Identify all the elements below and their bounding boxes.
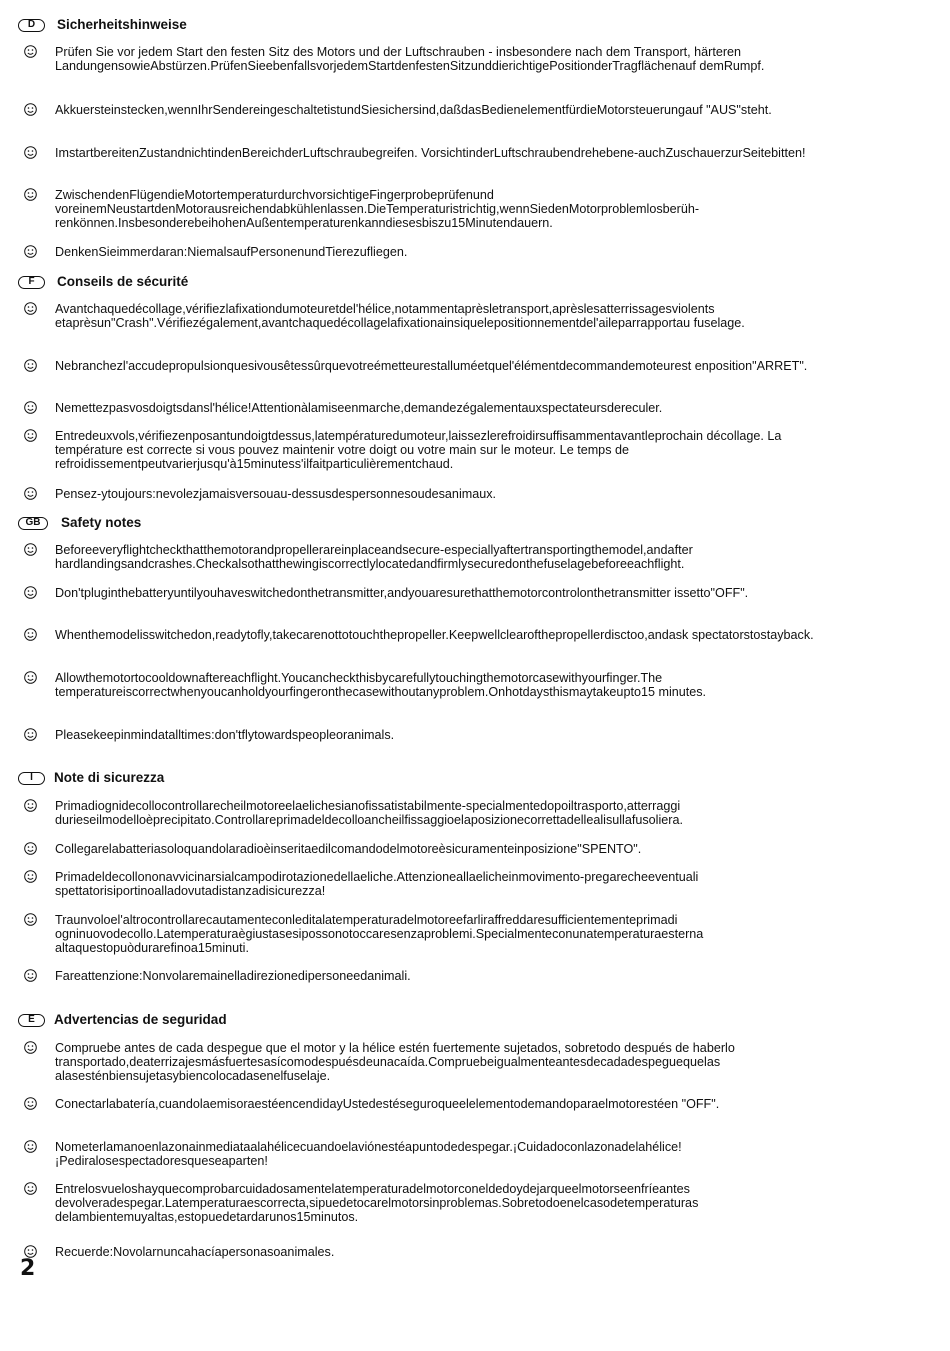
smiley-icon (24, 188, 37, 201)
item-text: Traunvoloel'altrocontrollarecautamenteconleditalatemperaturadelmotoreefarliraffreddaresufficientementeprimadi ogninuovodecollo.Latemperaturaègiustasesipossonotoccaresenzaproblemi.Specialmenteconunatemperaturaesterna altaquestopuòdurarefinoa15minuti. (55, 913, 704, 955)
smiley-icon (24, 103, 37, 116)
smiley-icon (24, 969, 37, 982)
smiley-icon (24, 1140, 37, 1153)
smiley-icon (24, 1097, 37, 1110)
smiley-icon (24, 628, 37, 641)
page-number: 2 (20, 1256, 36, 1281)
item-text: Recuerde:Novolarnuncahacíapersonasoanimales. (55, 1245, 335, 1259)
smiley-icon (24, 45, 37, 58)
smiley-icon (24, 429, 37, 442)
section-header-gb (18, 514, 142, 532)
smiley-icon (24, 359, 37, 372)
section-header-it (18, 769, 165, 787)
item-text: Avantchaquedécollage,vérifiezlafixationdumoteuretdel'hélice,notammentaprèsletransport,aprèslesatterrissagesviolents etaprèsun"Crash".Vérifiezégalement,avantchaquedécollagelafixationainsiquelepositionnementdel'aileparrapportau fuselage. (55, 302, 745, 330)
item-text: Prüfen Sie vor jedem Start den festen Sitz des Motors und der Luftschrauben - insbesondere nach dem Transport, härteren LandungensowieAbstürzen.PrüfenSieebenfallsvorjedemStartdenfestenSitzunddierichtigePositionderTragflächenauf demRumpf. (55, 45, 765, 73)
item-text: Nometerlamanoenlazonainmediataalahélicecuandoelaviónestéapuntodedespegar.¡Cuidadoconlazonadelahélice! ¡Pediralosespectadoresqueseaparten! (55, 1140, 682, 1168)
item-text: Don'tpluginthebatteryuntilyouhaveswitchedonthetransmitter,andyouaresurethatthemotorcontrolonthetransmitter issetto"OFF". (55, 586, 749, 600)
smiley-icon (24, 799, 37, 812)
smiley-icon (24, 586, 37, 599)
item-text: Pleasekeepinmindatalltimes:don'tflytowardspeopleoranimals. (55, 728, 395, 742)
section-header-fr (18, 273, 189, 291)
section-title: Conseils de sécurité (57, 274, 189, 289)
language-badge-icon: F (18, 276, 45, 289)
item-text: Allowthemotortocooldownaftereachflight.Youcancheckthisbycarefullytouchingthemotorcasewithyourfinger.The temperatureiscorrectwhenyoucanholdyourfingeronthecasewithoutanyproblem.Onhotdaysthismaytakeupto15 minutes. (55, 671, 707, 699)
section-title: Safety notes (61, 515, 142, 530)
item-text: Nemettezpasvosdoigtsdansl'hélice!Attentionàlamiseenmarche,demandezégalementauxspectateursdereculer. (55, 401, 663, 415)
smiley-icon (24, 543, 37, 556)
item-text: Compruebe antes de cada despegue que el motor y la hélice estén fuertemente sujetados, sobretodo después de haberlo transportado,deaterrizajesmásfuertesasícomodespuésdeunacaída.Compruebeigualmenteantesdecadadespeguequelas alasesténbiensujetasybiencolocadasenelfuselaje. (55, 1041, 735, 1083)
item-text: ZwischendenFlügendieMotortemperaturdurchvorsichtigeFingerprobeprüfenund voreinemNeustartdenMotorausreichendabkühlenlassen.DieTemperaturistrichtig,wennSiedenMotorproblemlosberüh-renkönnen.InsbesonderebeihohenAußentemperaturenkanndiesesbiszu15Minutendauern. (55, 188, 700, 230)
item-text: DenkenSieimmerdaran:NiemalsaufPersonenundTierezufliegen. (55, 245, 408, 259)
smiley-icon (24, 302, 37, 315)
item-text: Collegarelabatteriasoloquandolaradioèinseritaedilcomandodelmotoreèsicuramenteinposizione"SPENTO". (55, 842, 642, 856)
smiley-icon (24, 401, 37, 414)
item-text: Entredeuxvols,vérifiezenposantundoigtdessus,latempératuredumoteur,laissezlerefroidirsuffisammentavantleprochain décollage. La température est correcte si vous pouvez maintenir votre doigt ou votre main sur le moteur. Le temps de refroidissementpeutvarierjusqu'à15minutess'ilfaitparticulièrementchaud. (55, 429, 782, 471)
item-text: Primadiognidecollocontrollarecheilmotoreelaelichesianofissatistabilmente-specialmentedopoiltrasporto,atterraggi durieseilmodelloèprecipitato.Controllareprimadeldecolloancheilfissaggioelaposizionecorrettadellealisullafusoliera. (55, 799, 683, 827)
item-text: Primadeldecollononavvicinarsialcampodirotazionedellaeliche.Attenzioneallaelicheinmovimento-pregarecheeventuali spettatorisiportinoalladovutadistanzadisicurezza! (55, 870, 699, 898)
language-badge-icon: GB (18, 517, 48, 530)
smiley-icon (24, 671, 37, 684)
smiley-icon (24, 1182, 37, 1195)
item-text: Whenthemodelisswitchedon,readytofly,takecarenottotouchthepropeller.Keepwellclearofthepropellerdisctoo,andask spectatorstostayback. (55, 628, 814, 642)
item-text: Akkuersteinstecken,wennIhrSendereingeschaltetistundSiesichersind,daßdasBedienelementfürdieMotorsteuerungauf "AUS"steht. (55, 103, 772, 117)
smiley-icon (24, 913, 37, 926)
smiley-icon (24, 1041, 37, 1054)
section-title: Sicherheitshinweise (57, 17, 187, 32)
section-title: Note di sicurezza (54, 770, 165, 785)
item-text: Nebranchezl'accudepropulsionquesivousêtessûrquevotreémetteurestalluméetquel'élémentdecommandemoteurest enposition"ARRET". (55, 359, 808, 373)
smiley-icon (24, 487, 37, 500)
smiley-icon (24, 146, 37, 159)
item-text: Fareattenzione:Nonvolaremainelladirezionedipersoneedanimali. (55, 969, 411, 983)
language-badge-icon: E (18, 1014, 45, 1027)
section-title: Advertencias de seguridad (54, 1012, 227, 1027)
smiley-icon (24, 245, 37, 258)
language-badge-icon: D (18, 19, 45, 32)
smiley-icon (24, 728, 37, 741)
language-badge-icon: I (18, 772, 45, 785)
section-header-es (18, 1011, 227, 1029)
item-text: Entrelosvueloshayquecomprobarcuidadosamentelatemperaturadelmotorconeldedoydejarqueelmotorseenfríeantes devolveradespegar.Latemperaturaescorrecta,sipuedetocarelmotorsinproblemas.Sobretodoenelcasodetemperaturas delambientemuyaltas,estopuedetardarunos15minutos. (55, 1182, 699, 1224)
smiley-icon (24, 870, 37, 883)
item-text: Pensez-ytoujours:nevolezjamaisversouau-dessusdespersonnesoudesanimaux. (55, 487, 497, 501)
item-text: Beforeeveryflightcheckthatthemotorandpropellerareinplaceandsecure-especiallyaftertransportingthemodel,andafter hardlandingsandcrashes.Checkalsothatthewingiscorrectlylocatedandfirmlysecuredonthefuselagebeforeeachflight. (55, 543, 693, 571)
item-text: Conectarlabatería,cuandolaemisoraestéencendidayUstedestéseguroqueelelementodemandoparaelmotorestéen "OFF". (55, 1097, 720, 1111)
smiley-icon (24, 842, 37, 855)
section-header-de (18, 16, 187, 34)
item-text: ImstartbereitenZustandnichtindenBereichderLuftschraubegreifen. VorsichtinderLuftschraubendrehebene-auchZuschauerzurSeitebitten! (55, 146, 806, 160)
